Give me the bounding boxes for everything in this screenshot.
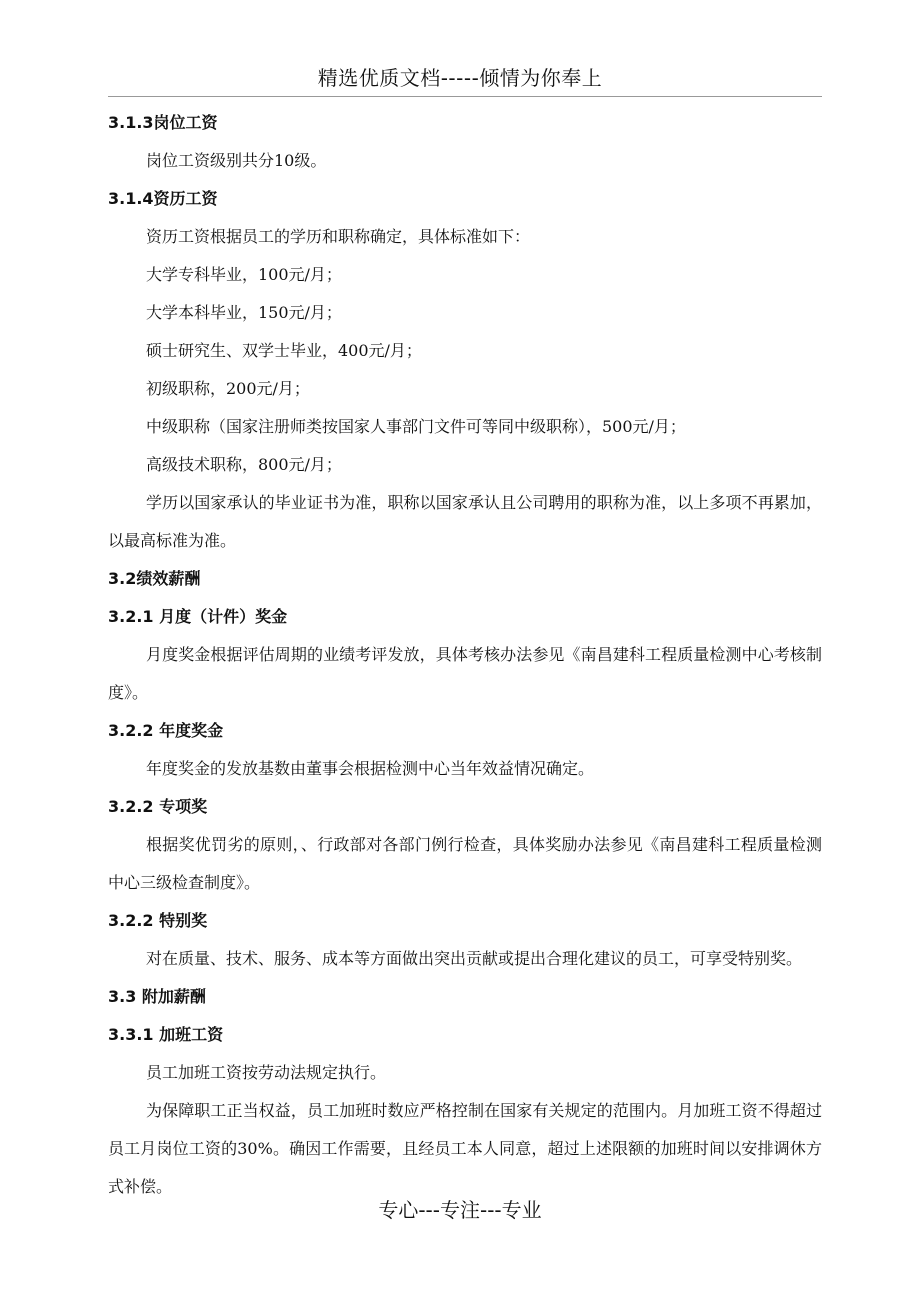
- paragraph: 中级职称（国家注册师类按国家人事部门文件可等同中级职称），500元/月；: [146, 417, 686, 436]
- document-body: [108, 104, 822, 1206]
- page-header: 精选优质文档-----倾情为你奉上: [317, 66, 603, 90]
- section-heading: 3.2.2 特别奖: [108, 911, 208, 930]
- paragraph: 对在质量、技术、服务、成本等方面做出突出贡献或提出合理化建议的员工，可享受特别奖。: [146, 949, 803, 968]
- section-heading: 3.3.1 加班工资: [108, 1025, 224, 1044]
- paragraph: 年度奖金的发放基数由董事会根据检测中心当年效益情况确定。: [146, 759, 595, 778]
- section-heading: 3.2绩效薪酬: [108, 569, 201, 588]
- paragraph: 初级职称，200元/月；: [146, 379, 310, 398]
- paragraph: 员工加班工资按劳动法规定执行。: [146, 1063, 387, 1082]
- section-heading: 3.2.2 专项奖: [108, 797, 208, 816]
- section-heading: 3.1.4资历工资: [108, 189, 218, 208]
- paragraph: 根据奖优罚劣的原则，、行政部对各部门例行检查，具体奖励办法参见《南昌建科工程质量检测中心三级检查制度》。: [108, 835, 822, 892]
- paragraph: 大学本科毕业，150元/月；: [146, 303, 342, 322]
- paragraph: 岗位工资级别共分10级。: [146, 151, 327, 170]
- paragraph: 学历以国家承认的毕业证书为准，职称以国家承认且公司聘用的职称为准，以上多项不再累加，以最高标准为准。: [108, 493, 822, 550]
- paragraph: 大学专科毕业，100元/月；: [146, 265, 342, 284]
- section-heading: 3.2.1 月度（计件）奖金: [108, 607, 288, 626]
- paragraph: 高级技术职称，800元/月；: [146, 455, 342, 474]
- section-heading: 3.3 附加薪酬: [108, 987, 206, 1006]
- section-heading: 3.2.2 年度奖金: [108, 721, 224, 740]
- paragraph: 硕士研究生、双学士毕业，400元/月；: [146, 341, 422, 360]
- page-footer: 专心---专注---专业: [378, 1198, 542, 1222]
- section-heading: 3.1.3岗位工资: [108, 113, 218, 132]
- header-rule: [108, 96, 822, 97]
- paragraph: 为保障职工正当权益，员工加班时数应严格控制在国家有关规定的范围内。月加班工资不得超过员工月岗位工资的30%。确因工作需要，且经员工本人同意，超过上述限额的加班时间以安排调休方式补偿。: [108, 1101, 822, 1196]
- paragraph: 月度奖金根据评估周期的业绩考评发放，具体考核办法参见《南昌建科工程质量检测中心考核制度》。: [108, 645, 822, 702]
- paragraph: 资历工资根据员工的学历和职称确定，具体标准如下：: [146, 227, 531, 246]
